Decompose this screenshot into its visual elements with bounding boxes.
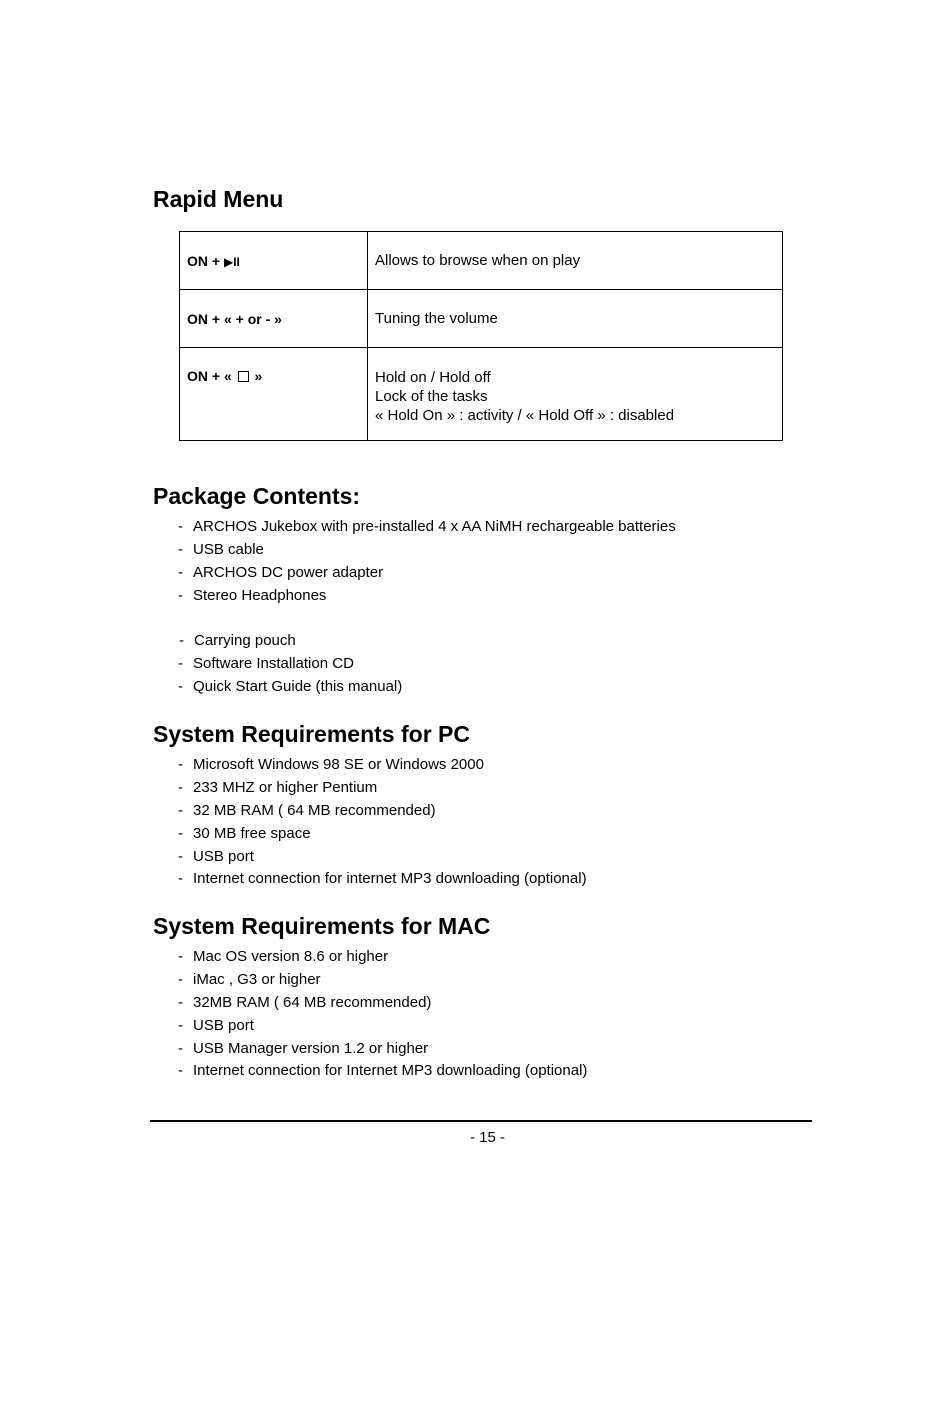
- list-item: - Mac OS version 8.6 or higher: [178, 948, 389, 965]
- rapid-menu-table: [179, 231, 783, 441]
- mac-requirements-list: [178, 946, 587, 1083]
- list-item: - USB port: [178, 847, 254, 865]
- list-item: - Carrying pouch: [179, 632, 296, 650]
- key-text: ON + «: [187, 368, 236, 384]
- value-text: Allows to browse when on play: [375, 252, 581, 269]
- list-item: - Quick Start Guide (this manual): [178, 678, 403, 696]
- list-item: - 32 MB RAM ( 64 MB recommended): [178, 801, 436, 819]
- pc-requirements-heading: System Requirements for PC: [153, 721, 470, 747]
- list-item: - Microsoft Windows 98 SE or Windows 2000: [178, 756, 484, 773]
- footer-divider: [150, 1120, 812, 1122]
- table-row: [180, 232, 783, 290]
- list-item: - USB Manager version 1.2 or higher: [178, 1039, 429, 1057]
- list-item: - Internet connection for Internet MP3 downloading (optional): [178, 1062, 588, 1080]
- list-item: - USB cable: [178, 540, 264, 558]
- list-item: - Internet connection for internet MP3 downloading (optional): [178, 870, 587, 888]
- list-item: - ARCHOS Jukebox with pre-installed 4 x AA NiMH rechargeable batteries: [178, 518, 676, 535]
- rapid-menu-heading: Rapid Menu: [153, 186, 284, 212]
- key-text: ON + « + or - »: [187, 310, 282, 327]
- key-cell: [180, 348, 368, 441]
- stop-square-icon: [238, 371, 249, 382]
- value-cell: [368, 348, 783, 441]
- key-cell: [180, 290, 368, 348]
- key-cell: [180, 232, 368, 290]
- key-text: »: [250, 368, 263, 384]
- list-item: - 32MB RAM ( 64 MB recommended): [178, 993, 432, 1011]
- value-text: Hold on / Hold off: [375, 369, 491, 386]
- table-row: [180, 290, 783, 348]
- list-item: - Software Installation CD: [178, 655, 354, 673]
- value-cell: [368, 290, 783, 348]
- list-item: - 233 MHZ or higher Pentium: [178, 778, 378, 796]
- key-text: ON +: [187, 252, 224, 269]
- play-pause-icon: ▶II: [223, 254, 240, 269]
- list-item: - USB port: [178, 1016, 254, 1034]
- value-text: « Hold On » : activity / « Hold Off » : disabled: [375, 407, 675, 424]
- list-item: - 30 MB free space: [178, 824, 311, 842]
- package-list: [178, 516, 676, 699]
- value-text: Lock of the tasks: [375, 388, 488, 405]
- pc-requirements-list: [178, 754, 587, 891]
- value-text: Tuning the volume: [375, 310, 498, 327]
- table-row: [180, 348, 783, 441]
- mac-requirements-heading: System Requirements for MAC: [153, 913, 491, 939]
- spacer: [178, 608, 676, 631]
- list-item: - ARCHOS DC power adapter: [178, 563, 384, 581]
- list-item: - iMac , G3 or higher: [178, 970, 321, 988]
- list-item: - Stereo Headphones: [178, 586, 327, 604]
- package-contents-heading: Package Contents:: [153, 483, 361, 509]
- page-number: - 15 -: [469, 1129, 505, 1146]
- value-cell: [368, 232, 783, 290]
